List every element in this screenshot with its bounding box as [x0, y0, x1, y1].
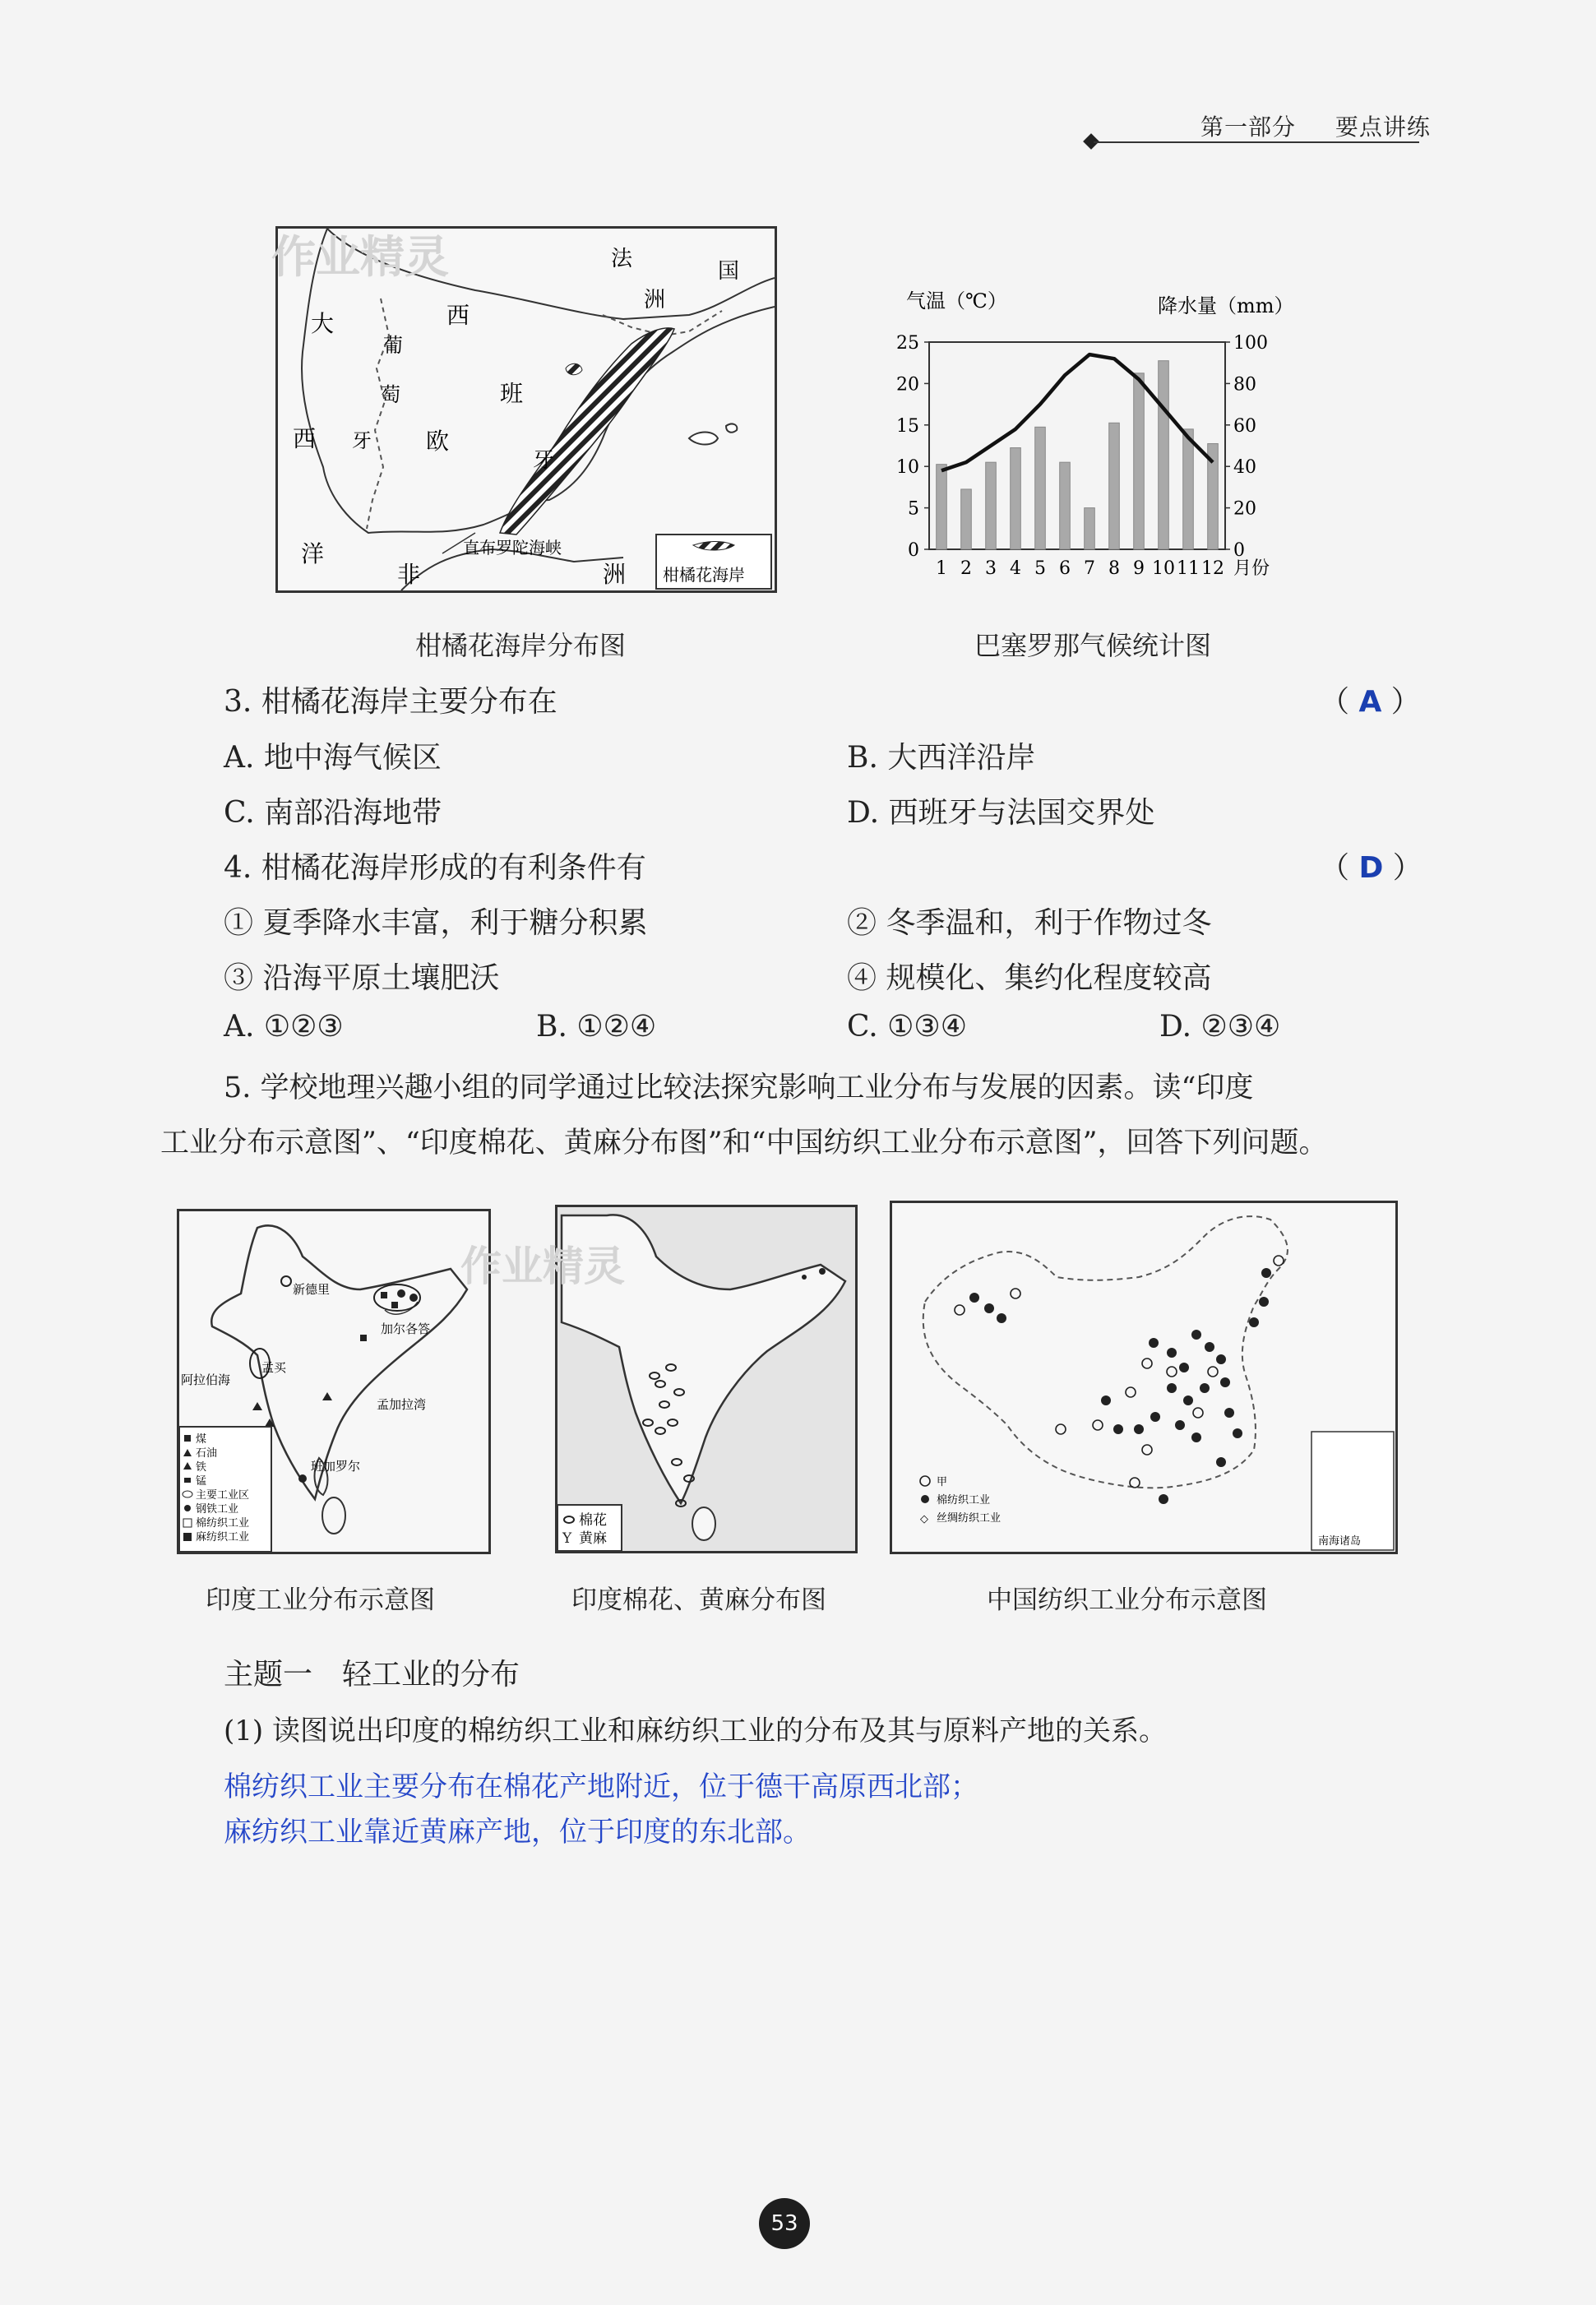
label-ya1: 牙 [352, 429, 372, 452]
q4-item-1: ① 夏季降水丰富，利于糖分积累 [224, 906, 648, 940]
month-tick-label: 5 [1034, 558, 1046, 579]
figure-india-industry [177, 1209, 491, 1554]
month-tick-label: 7 [1084, 558, 1095, 579]
label-zhou1: 洲 [644, 288, 666, 312]
legend-silk-industry: 丝绸纺织工业 [937, 1512, 1002, 1525]
left-tick-label: 10 [896, 457, 919, 479]
q3-option-a[interactable]: A. 地中海气候区 [224, 741, 442, 775]
label-arabian: 阿拉伯海 [181, 1372, 231, 1387]
label-yang: 洋 [301, 540, 325, 567]
chart-xlabel: 月份 [1233, 558, 1270, 579]
precip-bar [1035, 427, 1046, 549]
right-tick-label: 20 [1233, 498, 1256, 520]
q4-item-4: ④ 规模化、集约化程度较高 [847, 961, 1212, 995]
q4-stem: 4. 柑橘花海岸形成的有利条件有 [224, 851, 646, 885]
precip-bar [961, 489, 972, 549]
topic-title: 主题一 轻工业的分布 [224, 1658, 520, 1692]
answer-line-1: 棉纺织工业主要分布在棉花产地附近，位于德干高原西北部； [224, 1770, 978, 1803]
month-tick-label: 6 [1059, 558, 1071, 579]
temperature-line [941, 354, 1213, 470]
label-bengal: 孟加拉湾 [377, 1397, 427, 1412]
month-tick-label: 10 [1152, 558, 1175, 579]
figure5-caption: 中国纺织工业分布示意图 [987, 1585, 1267, 1615]
label-delhi: 新德里 [293, 1282, 331, 1297]
header-subsection: 要点讲练 [1335, 113, 1431, 141]
right-tick-label: 100 [1233, 333, 1268, 354]
page-header [1200, 109, 1431, 142]
q3-option-b[interactable]: B. 大西洋沿岸 [847, 741, 1036, 775]
figure-china-textile [890, 1201, 1398, 1554]
left-tick-label: 0 [908, 540, 919, 561]
month-tick-label: 11 [1177, 558, 1200, 579]
q4-answer: D [1358, 851, 1384, 885]
chart-frame [929, 342, 1225, 549]
q4-option-a[interactable]: A. ①②③ [224, 1010, 344, 1044]
label-strait: 直布罗陀海峡 [463, 538, 562, 558]
label-fa: 法 [611, 247, 633, 271]
q4-item-2: ② 冬季温和，利于作物过冬 [847, 906, 1212, 940]
precip-bar [1183, 429, 1194, 549]
precip-bar [1011, 448, 1021, 549]
legend-jia: 甲 [937, 1476, 948, 1488]
svg-text:Y: Y [562, 1530, 572, 1547]
q4-item-3: ③ 沿海平原土壤肥沃 [224, 961, 500, 995]
label-tao: 萄 [381, 383, 400, 406]
q5-line2: 工业分布示意图”、“印度棉花、黄麻分布图”和“中国纺织工业分布示意图”，回答下列问题。 [160, 1127, 1328, 1159]
right-tick-label: 0 [1233, 540, 1245, 561]
precip-bar [1109, 423, 1120, 549]
q4-option-d[interactable]: D. ②③④ [1159, 1010, 1281, 1044]
precip-bar [1060, 462, 1071, 549]
precip-bar [937, 465, 947, 549]
precip-bar [986, 462, 997, 549]
precip-bar [1134, 373, 1145, 549]
label-ya2: 牙 [533, 448, 555, 473]
label-ou: 欧 [426, 428, 450, 455]
label-guo: 国 [718, 259, 740, 284]
precip-bar [1159, 361, 1169, 549]
label-bangalore: 班加罗尔 [311, 1459, 361, 1474]
q3-answer: A [1358, 685, 1382, 719]
chart-title: 巴塞罗那气候统计图 [974, 630, 1212, 661]
q4-option-b[interactable]: B. ①②④ [536, 1010, 657, 1044]
month-tick-label: 3 [985, 558, 997, 579]
header-rule [1094, 141, 1419, 143]
label-mumbai: 孟买 [261, 1360, 287, 1375]
month-tick-label: 4 [1010, 558, 1021, 579]
label-ban: 班 [500, 380, 524, 407]
left-tick-label: 25 [896, 333, 919, 354]
chart-ylabel-right: 降水量（mm） [1158, 294, 1294, 317]
figure3-caption: 印度工业分布示意图 [206, 1585, 435, 1615]
q5-line1: 5. 学校地理兴趣小组的同学通过比较法探究影响工业分布与发展的因素。读“印度 [224, 1072, 1254, 1104]
legend-manganese: 锰 [196, 1475, 207, 1488]
label-zhou2: 洲 [603, 561, 627, 588]
legend-cotton-industry: 棉纺织工业 [937, 1494, 991, 1507]
inset-south-china-sea: 南海诸岛 [1318, 1535, 1362, 1548]
q3-stem: 3. 柑橘花海岸主要分布在 [224, 685, 557, 719]
label-pu: 葡 [383, 334, 403, 357]
legend-jute: 黄麻 [579, 1530, 607, 1547]
watermark-2: 作业精灵 [460, 1243, 625, 1290]
legend-coal: 煤 [196, 1433, 207, 1446]
right-tick-label: 40 [1233, 457, 1256, 479]
label-kolkata: 加尔各答 [381, 1321, 431, 1336]
q3-answer-bracket: （ A ） [1320, 685, 1421, 719]
legend-industrial-zone: 主要工业区 [196, 1489, 250, 1502]
legend-jute-textile: 麻纺织工业 [196, 1531, 250, 1544]
right-tick-label: 80 [1233, 374, 1256, 396]
figure1-caption: 柑橘花海岸分布图 [415, 630, 627, 661]
label-da: 大 [311, 310, 335, 337]
month-tick-label: 12 [1201, 558, 1224, 579]
month-tick-label: 1 [936, 558, 947, 579]
header-section: 第一部分 [1200, 113, 1297, 141]
answer-line-2: 麻纺织工业靠近黄麻产地，位于印度的东北部。 [224, 1816, 811, 1849]
chart-ylabel-left: 气温（℃） [906, 289, 1007, 312]
precip-bar [1085, 508, 1095, 549]
label-fei: 非 [397, 561, 421, 588]
citrus-coast-area [500, 328, 674, 535]
legend-steel: 钢铁工业 [196, 1503, 239, 1516]
topic-question: (1) 读图说出印度的棉纺织工业和麻纺织工业的分布及其与原料产地的关系。 [224, 1715, 1167, 1747]
month-tick-label: 2 [960, 558, 972, 579]
label-xi1: 西 [446, 302, 470, 329]
left-tick-label: 15 [896, 415, 919, 437]
q3-option-d[interactable]: D. 西班牙与法国交界处 [847, 796, 1155, 830]
q3-option-c[interactable]: C. 南部沿海地带 [224, 796, 442, 830]
climate-chart [888, 286, 1316, 599]
legend-cotton: 棉花 [579, 1512, 607, 1529]
svg-text:◇: ◇ [920, 1513, 928, 1525]
month-tick-label: 8 [1108, 558, 1120, 579]
month-tick-label: 9 [1133, 558, 1145, 579]
legend-cotton-textile: 棉纺织工业 [196, 1517, 250, 1530]
left-tick-label: 20 [896, 374, 919, 396]
watermark: 作业精灵 [271, 231, 449, 283]
q4-option-c[interactable]: C. ①③④ [847, 1010, 967, 1044]
legend-oil: 石油 [196, 1447, 218, 1460]
figure4-caption: 印度棉花、黄麻分布图 [571, 1585, 826, 1615]
legend-citrus-label: 柑橘花海岸 [663, 565, 745, 585]
left-tick-label: 5 [908, 498, 919, 520]
page-number: 53 [759, 2198, 810, 2249]
q4-answer-bracket: （ D ） [1320, 851, 1423, 885]
label-xi2: 西 [293, 425, 317, 452]
legend-iron: 铁 [196, 1461, 207, 1474]
right-tick-label: 60 [1233, 415, 1256, 437]
